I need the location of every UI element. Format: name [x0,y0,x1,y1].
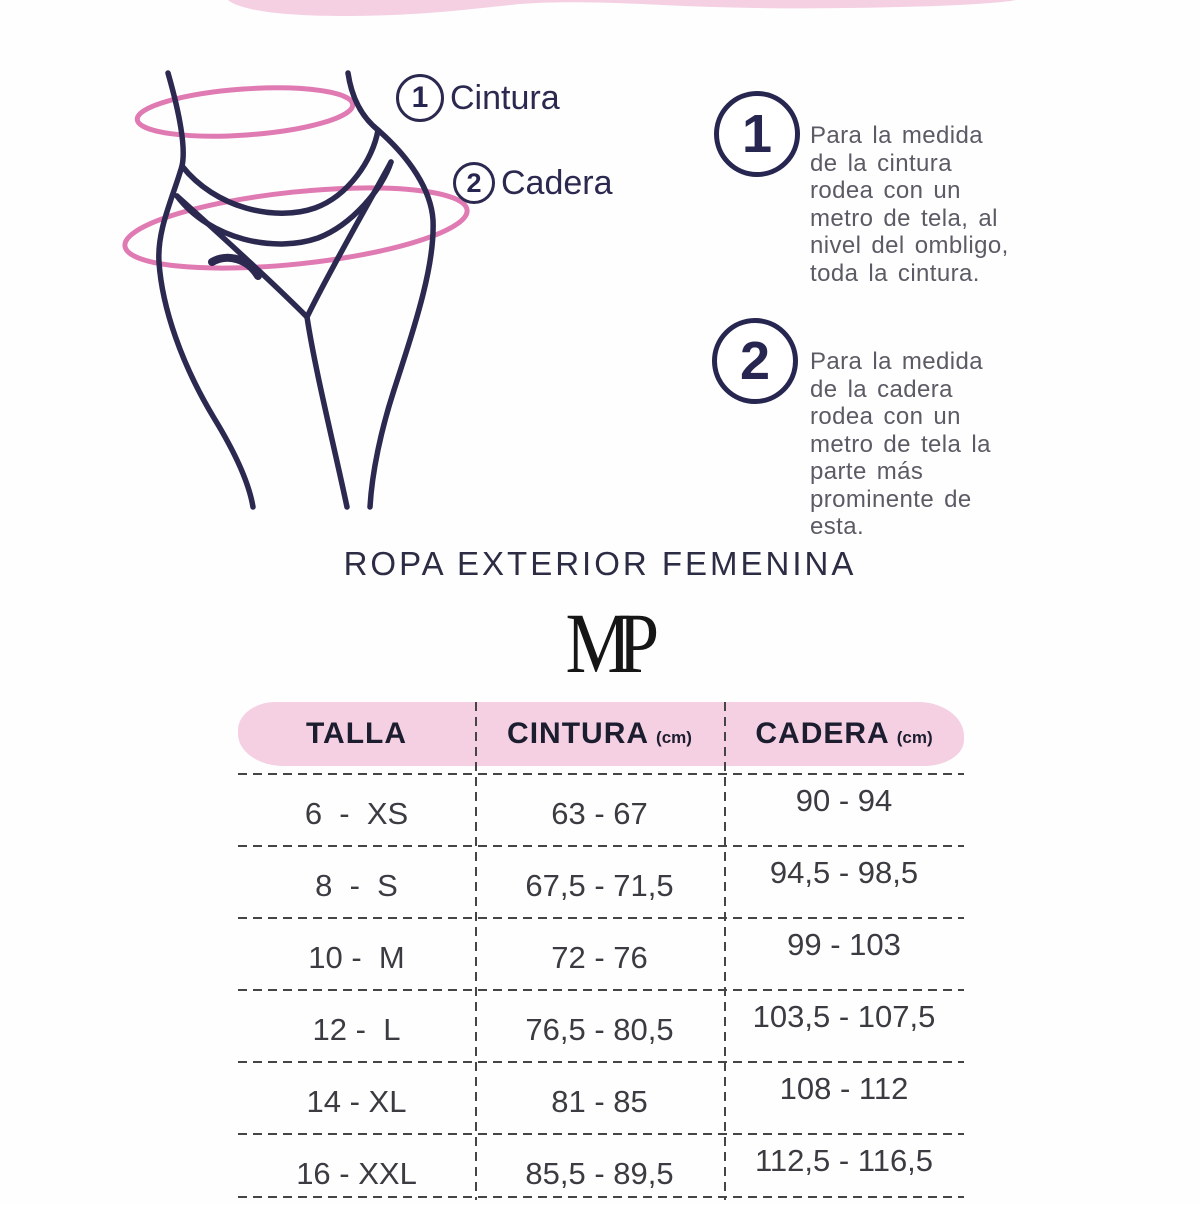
cell-cadera: 108 - 112 [779,1071,909,1106]
cell-cintura: 85,5 - 89,5 [525,1156,674,1191]
section-title: ROPA EXTERIOR FEMENINA [343,545,857,582]
cadera-unit: (cm) [896,728,933,747]
hip-label [453,162,613,204]
column-header-talla: TALLA [305,717,408,750]
cintura-unit: (cm) [656,728,692,747]
cell-cadera: 94,5 - 98,5 [769,855,919,890]
row-divider [238,845,964,847]
table-row [238,917,964,989]
cell-cintura: 76,5 - 80,5 [525,1012,674,1047]
cell-cintura: 63 - 67 [551,796,648,831]
brand-logo [0,595,1200,691]
column-header-cadera: CADERA (cm) [755,717,933,750]
hip-label-text: Cadera [501,163,613,202]
hip-number-badge: 2 [453,162,495,204]
column-divider [475,702,477,1200]
instruction-2-text: Para la medida de la cadera rodea con un metro de tela la parte más prominente de esta. [810,348,991,540]
waist-label [396,74,560,122]
row-divider [238,1061,964,1063]
instruction-1-text: Para la medida de la cintura rodea con un metro de tela, al nivel del ombligo, toda la cintura. [810,122,1009,287]
instruction-1-number-badge: 1 [714,91,800,177]
cell-talla: 16 - XXL [296,1156,417,1191]
cell-talla: 14 - XL [306,1084,407,1119]
cell-cintura: 72 - 76 [551,940,648,975]
row-divider [238,773,964,775]
cell-cadera: 99 - 103 [787,927,901,962]
cell-cadera: 112,5 - 116,5 [754,1143,934,1178]
waist-ellipse [136,82,355,143]
waist-number-badge: 1 [396,74,444,122]
brand-logo-text: MP [565,595,647,691]
cell-talla: 8 - S [315,868,398,903]
cell-talla: 12 - L [312,1012,401,1047]
table-row [238,773,964,845]
cell-cintura: 81 - 85 [551,1084,648,1119]
top-pink-blob [0,0,1200,24]
row-divider [238,917,964,919]
table-row [238,1133,964,1205]
table-row [238,845,964,917]
cell-cadera: 103,5 - 107,5 [752,999,936,1034]
cell-cintura: 67,5 - 71,5 [525,868,674,903]
column-header-cintura: CINTURA (cm) [507,717,692,750]
waist-label-text: Cintura [450,78,560,117]
table-row [238,1061,964,1133]
row-divider [238,1133,964,1135]
table-row [238,989,964,1061]
row-divider [238,989,964,991]
row-divider [238,1196,964,1198]
cell-talla: 10 - M [308,940,405,975]
cell-talla: 6 - XS [304,796,409,831]
column-divider [724,702,726,1200]
instruction-2-number-badge: 2 [712,318,798,404]
size-table [238,700,964,1200]
body-measurement-diagram [95,55,515,545]
cell-cadera: 90 - 94 [795,783,893,818]
